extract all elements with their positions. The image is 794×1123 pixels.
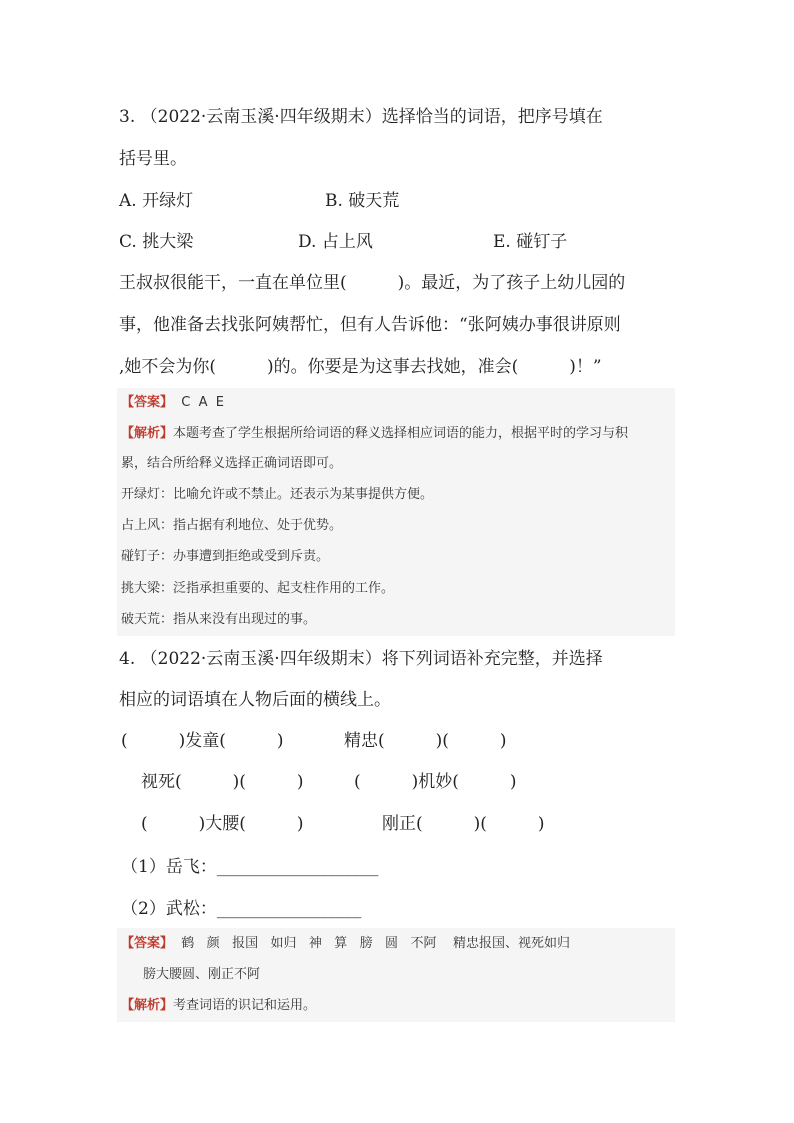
q4-answer-line1 bbox=[121, 935, 570, 953]
q4-idiom-4: ( )机妙( ) bbox=[354, 772, 517, 792]
q3-definition-2: 占上风：指占据有利地位、处于优势。 bbox=[121, 518, 343, 533]
q3-analysis-line1 bbox=[121, 425, 628, 443]
q3-paragraph-line3: ,她不会为你( )的。你要是为这事去找她，准会( )！” bbox=[119, 357, 602, 377]
q4-answer-block bbox=[117, 928, 675, 1022]
q3-option-c: C. 挑大梁 bbox=[119, 232, 194, 252]
q3-stem-line1: 3. （2022·云南玉溪·四年级期末）选择恰当的词语，把序号填在 bbox=[119, 107, 603, 127]
q4-answer-line2: 膀大腰圆、刚正不阿 bbox=[143, 967, 261, 982]
q3-option-a: A. 开绿灯 bbox=[119, 191, 194, 211]
q3-option-e: E. 碰钉子 bbox=[493, 232, 568, 252]
q4-stem-line2: 相应的词语填在人物后面的横线上。 bbox=[119, 690, 391, 710]
q3-definition-4: 挑大梁：泛指承担重要的、起支柱作用的工作。 bbox=[121, 581, 395, 596]
q3-paragraph-line2: 事，他准备去找张阿姨帮忙，但有人告诉他：“张阿姨办事很讲原则 bbox=[119, 315, 621, 335]
q4-idiom-6: 刚正( )( ) bbox=[382, 814, 545, 834]
q4-subquestion-2: （2）武松：_________________ bbox=[121, 899, 362, 919]
answer-tag: 【答案】 bbox=[121, 395, 174, 410]
q4-idiom-3: 视死( )( ) bbox=[141, 772, 304, 792]
analysis-tag: 【解析】 bbox=[121, 426, 174, 441]
q3-answer-text: C A E bbox=[173, 395, 224, 410]
q4-stem-line1: 4. （2022·云南玉溪·四年级期末）将下列词语补充完整，并选择 bbox=[119, 649, 603, 669]
q4-subquestion-1: （1）岳飞：___________________ bbox=[121, 857, 379, 877]
answer-tag: 【答案】 bbox=[121, 936, 174, 951]
q4-idiom-5: ( )大腰( ) bbox=[141, 814, 304, 834]
q4-answer-text1: 鹤 颜 报国 如归 神 算 膀 圆 不阿 精忠报国、视死如归 bbox=[173, 936, 570, 951]
q3-definition-1: 开绿灯：比喻允许或不禁止。还表示为某事提供方便。 bbox=[121, 487, 434, 502]
q3-paragraph-line1: 王叔叔很能干，一直在单位里( )。最近，为了孩子上幼儿园的 bbox=[119, 273, 626, 293]
q3-answer-line bbox=[121, 394, 224, 412]
q4-idiom-2: 精忠( )( ) bbox=[344, 731, 507, 751]
q3-option-d: D. 占上风 bbox=[298, 232, 373, 252]
q3-analysis-line2: 累，结合所给释义选择正确词语即可。 bbox=[121, 456, 343, 471]
q3-definition-5: 破天荒：指从来没有出现过的事。 bbox=[121, 612, 317, 627]
analysis-tag: 【解析】 bbox=[121, 998, 174, 1013]
q3-option-b: B. 破天荒 bbox=[325, 191, 400, 211]
q4-analysis-text: 考查词语的识记和运用。 bbox=[173, 998, 317, 1013]
q3-definition-3: 碰钉子：办事遭到拒绝或受到斥责。 bbox=[121, 549, 330, 564]
q4-idiom-1: ( )发童( ) bbox=[121, 731, 284, 751]
q3-analysis-text1: 本题考查了学生根据所给词语的释义选择相应词语的能力，根据平时的学习与积 bbox=[173, 426, 629, 441]
q3-answer-block bbox=[117, 388, 675, 636]
q3-stem-line2: 括号里。 bbox=[119, 149, 187, 169]
q4-analysis-line bbox=[121, 997, 316, 1015]
